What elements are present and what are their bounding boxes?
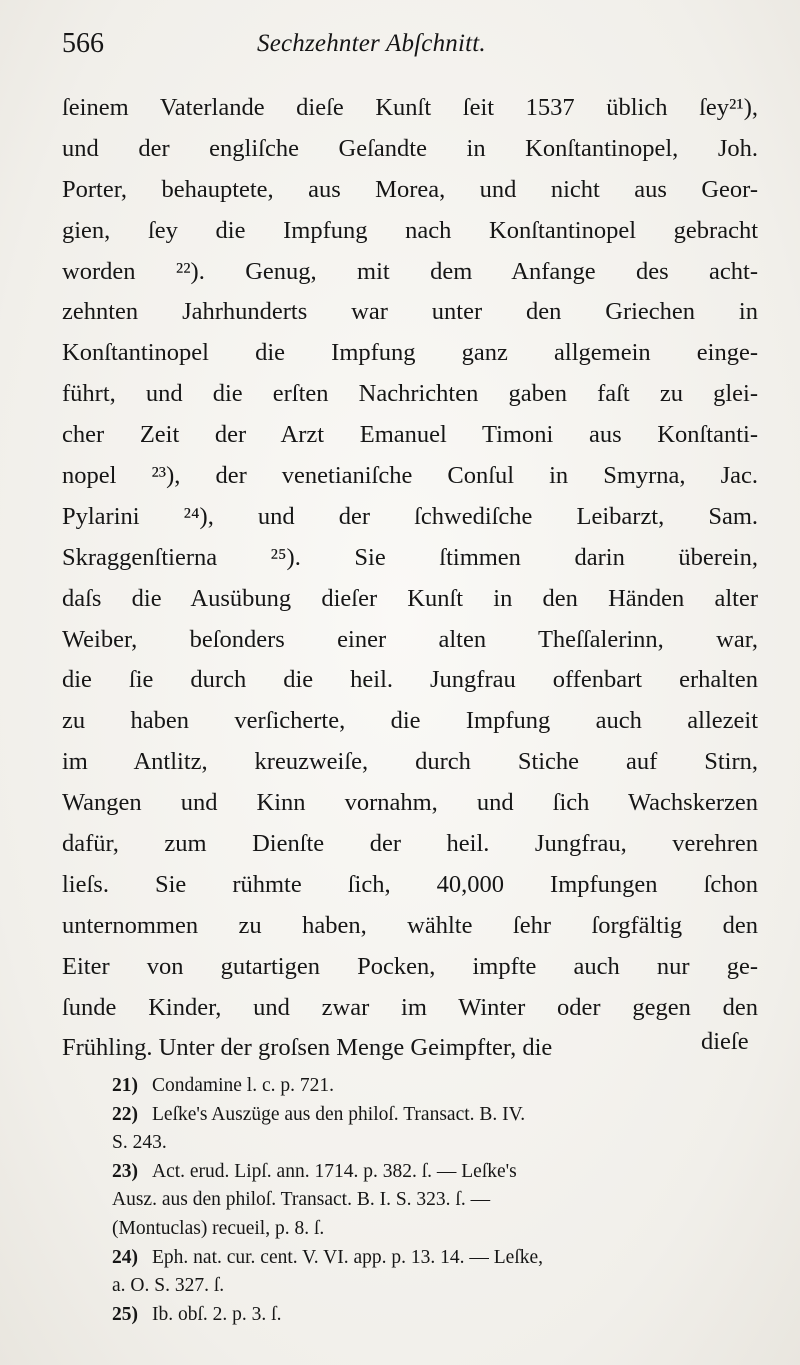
text-line: Konſtantinopel die Impfung ganz allgemein einge- [62, 339, 758, 367]
running-title: Sechzehnter Abſchnitt. [257, 30, 486, 57]
body-text [62, 88, 758, 1069]
text-line: Eiter von gutartigen Pocken, impfte auch nur ge- [62, 952, 758, 980]
text-line: ſunde Kinder, und zwar im Winter oder gegen den [62, 993, 758, 1021]
footnote-continuation: Ausz. aus den philoſ. Transact. B. I. S. 323. ſ. — [112, 1189, 491, 1211]
text-line: Skraggenſtierna ²⁵). Sie ſtimmen darin überein, [62, 543, 758, 571]
text-line: gien, ſey die Impfung nach Konſtantinopel gebracht [62, 216, 758, 244]
footnote-number: 25) [112, 1303, 138, 1325]
text-line: daſs die Ausübung dieſer Kunſt in den Händen alter [62, 584, 758, 612]
text-line: Wangen und Kinn vornahm, und ſich Wachskerzen [62, 789, 758, 817]
footnote-continuation: S. 243. [112, 1132, 167, 1154]
footnote-continuation: a. O. S. 327. ſ. [112, 1275, 225, 1297]
footnote-number: 22) [112, 1103, 138, 1125]
text-line: nopel ²³), der venetianiſche Conſul in Smyrna, Jac. [62, 462, 758, 490]
text-line: zu haben verſicherte, die Impfung auch allezeit [62, 707, 758, 735]
text-line: cher Zeit der Arzt Emanuel Timoni aus Konſtanti- [62, 421, 758, 449]
footnote [112, 1301, 772, 1330]
text-line: Weiber, beſonders einer alten Theſſalerinn, war, [62, 625, 758, 653]
footnote-continuation: (Montuclas) recueil, p. 8. ſ. [112, 1217, 325, 1239]
footnote-text: Condamine l. c. p. 721. [152, 1075, 334, 1096]
footnote [112, 1072, 772, 1101]
footnotes [112, 1072, 772, 1329]
page-header [62, 28, 752, 68]
text-line: und der engliſche Geſandte in Konſtantinopel, Joh. [62, 134, 758, 162]
text-line: dafür, zum Dienſte der heil. Jungfrau, verehren [62, 830, 758, 858]
text-line: ſeinem Vaterlande dieſe Kunſt ſeit 1537 üblich ſey²¹), [62, 94, 758, 121]
catchword: dieſe [701, 1028, 749, 1055]
footnote [112, 1244, 772, 1273]
page-number: 566 [62, 28, 104, 59]
text-line: die ſie durch die heil. Jungfrau offenbart erhalten [62, 666, 758, 694]
text-line: worden ²²). Genug, mit dem Anfange des acht- [62, 257, 758, 285]
footnote-number: 21) [112, 1075, 138, 1096]
text-line: Frühling. Unter der groſsen Menge Geimpfter, die [62, 1034, 553, 1062]
footnote [112, 1101, 772, 1130]
text-line: Pylarini ²⁴), und der ſchwediſche Leibarzt, Sam. [62, 502, 758, 530]
footnote-text: Eph. nat. cur. cent. V. VI. app. p. 13. 14. — Leſke, [152, 1246, 544, 1268]
text-line: im Antlitz, kreuzweiſe, durch Stiche auf Stirn, [62, 748, 758, 776]
footnote-text: Ib. obſ. 2. p. 3. ſ. [152, 1303, 282, 1325]
text-line: lieſs. Sie rühmte ſich, 40,000 Impfungen ſchon [62, 870, 758, 898]
footnote-number: 23) [112, 1160, 138, 1182]
text-line: unternommen zu haben, wählte ſehr ſorgfältig den [62, 911, 758, 939]
footnote-number: 24) [112, 1246, 138, 1268]
footnote-text: Act. erud. Lipſ. ann. 1714. p. 382. ſ. — Leſke's [152, 1160, 517, 1182]
text-line: führt, und die erſten Nachrichten gaben faſt zu glei- [62, 380, 758, 408]
footnote [112, 1158, 772, 1187]
text-line: zehnten Jahrhunderts war unter den Griechen in [62, 298, 758, 326]
footnote-text: Leſke's Auszüge aus den philoſ. Transact. B. IV. [152, 1103, 526, 1125]
text-line: Porter, behauptete, aus Morea, und nicht aus Geor- [62, 175, 758, 203]
